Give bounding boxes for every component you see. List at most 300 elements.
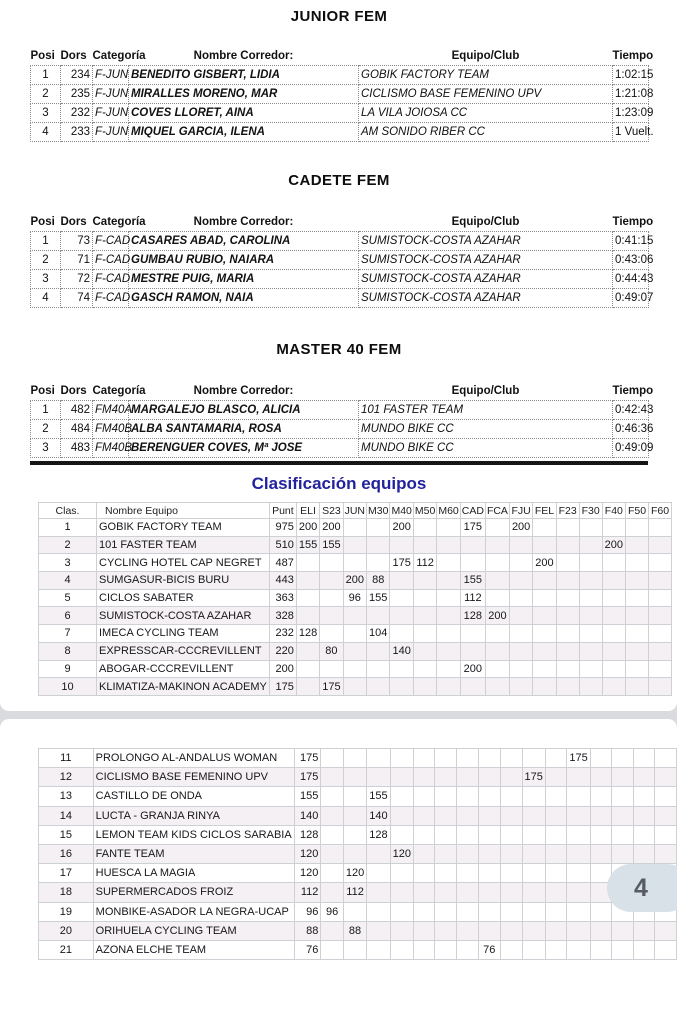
cell-punt: 175 — [294, 749, 321, 768]
cell-posi: 3 — [31, 439, 61, 458]
equipos-table-rows-11-21 — [38, 748, 677, 960]
header-row — [31, 216, 649, 232]
cell-cat-FEL — [533, 625, 556, 643]
cell-posi: 1 — [31, 232, 61, 251]
cell-cat-CAD — [478, 902, 501, 921]
cell-cat-FEL — [533, 589, 556, 607]
cell-cat-F40 — [602, 660, 625, 678]
cell-cat-JUN — [343, 642, 366, 660]
cell-punt: 140 — [294, 806, 321, 825]
cell-cat-CAD: 128 — [460, 607, 485, 625]
table-row — [39, 806, 677, 825]
cell-cat-F60 — [649, 642, 672, 660]
cell-equipo: SUMISTOCK-COSTA AZAHAR — [359, 270, 613, 289]
cell-cat-CAD — [478, 768, 501, 787]
column-header-posi: Posi — [30, 385, 55, 397]
cell-cat-M30 — [367, 554, 390, 572]
column-header-m50: M50 — [414, 504, 436, 517]
cell-team-name: CICLOS SABATER — [97, 589, 270, 607]
cell-cat-ELI: 96 — [321, 902, 344, 921]
cell-cat-F30 — [579, 519, 602, 537]
cell-cat-F50 — [626, 572, 649, 590]
table-row — [39, 844, 677, 863]
cell-dors: 483 — [61, 439, 93, 458]
cell-cat-F50 — [626, 519, 649, 537]
cell-cat-FEL — [545, 902, 567, 921]
results-title-junior-fem: JUNIOR FEM — [290, 8, 388, 25]
cell-cat-S23 — [320, 607, 343, 625]
cell-cat-F23 — [567, 844, 590, 863]
cell-clas: 10 — [39, 678, 97, 696]
cell-cat-M50 — [435, 921, 457, 940]
column-header-fca: FCA — [486, 504, 508, 517]
cell-cat-ELI: 128 — [296, 625, 319, 643]
cell-team-name: GOBIK FACTORY TEAM — [97, 519, 270, 537]
cell-cat-CAD: 175 — [460, 519, 485, 537]
cell-cat-F30 — [590, 902, 612, 921]
cell-cat-M40 — [390, 607, 413, 625]
cell-cat-FJU — [509, 607, 532, 625]
cell-cat-FCA — [501, 902, 523, 921]
cell-cat-FCA — [501, 844, 523, 863]
cell-cat-JUN — [367, 940, 390, 959]
cell-cat-JUN — [367, 864, 390, 883]
cell-cat-F30 — [590, 940, 612, 959]
cell-cat-FCA — [501, 787, 523, 806]
cell-team-name: SUMGASUR-BICIS BURU — [97, 572, 270, 590]
cell-cat-FEL — [545, 864, 567, 883]
column-header-f50: F50 — [626, 503, 649, 519]
cell-cat-F50 — [633, 768, 655, 787]
cell-categoria: FM40B — [93, 420, 129, 439]
cell-cat-F50 — [633, 806, 655, 825]
cell-cat-F23 — [556, 678, 579, 696]
cell-cat-CAD — [478, 844, 501, 863]
cell-cat-F23: 175 — [567, 749, 590, 768]
cell-cat-S23 — [320, 554, 343, 572]
column-header-f30: F30 — [579, 503, 602, 519]
cell-cat-F30 — [579, 642, 602, 660]
table-row — [39, 825, 677, 844]
cell-cat-M50 — [413, 625, 436, 643]
cell-cat-FJU — [509, 660, 532, 678]
cell-dors: 235 — [61, 85, 93, 104]
cell-cat-CAD — [478, 921, 501, 940]
cell-cat-ELI: 155 — [296, 536, 319, 554]
table-row — [31, 123, 649, 142]
cell-cat-F30 — [579, 625, 602, 643]
cell-cat-M60 — [437, 572, 460, 590]
cell-punt: 128 — [294, 825, 321, 844]
cell-cat-M60 — [456, 921, 478, 940]
cell-cat-F60 — [655, 787, 677, 806]
cell-cat-F30 — [579, 660, 602, 678]
cell-cat-F60 — [655, 844, 677, 863]
cell-categoria: F-JUN — [93, 66, 129, 85]
column-header-f40: F40 — [602, 503, 625, 519]
column-header-nombre-equipo: Nombre Equipo — [97, 503, 270, 519]
cell-clas: 18 — [39, 883, 94, 902]
cell-clas: 12 — [39, 768, 94, 787]
cell-cat-M40 — [413, 921, 435, 940]
cell-cat-FCA — [485, 660, 509, 678]
cell-cat-FJU — [509, 554, 532, 572]
cell-cat-F50 — [626, 660, 649, 678]
cell-cat-ELI — [321, 749, 344, 768]
cell-cat-ELI — [321, 940, 344, 959]
cell-cat-F60 — [649, 536, 672, 554]
cell-cat-CAD — [460, 678, 485, 696]
cell-tiempo: 1 Vuelt. — [613, 123, 649, 142]
cell-cat-F40 — [602, 678, 625, 696]
cell-cat-JUN: 96 — [343, 589, 366, 607]
cell-cat-S23: 88 — [343, 921, 366, 940]
cell-cat-CAD — [460, 625, 485, 643]
cell-cat-S23 — [343, 902, 366, 921]
cell-team-name: MONBIKE-ASADOR LA NEGRA-UCAP — [93, 902, 294, 921]
column-header-m40: M40 — [391, 504, 412, 517]
cell-categoria: F-JUN — [93, 85, 129, 104]
column-header-posi: Posi — [30, 50, 55, 62]
cell-team-name: LEMON TEAM KIDS CICLOS SARABIA — [93, 825, 294, 844]
cell-team-name: CASTILLO DE ONDA — [93, 787, 294, 806]
cell-cat-F30 — [579, 607, 602, 625]
cell-cat-CAD — [478, 883, 501, 902]
cell-tiempo: 0:49:07 — [613, 289, 649, 308]
cell-cat-F50 — [626, 678, 649, 696]
cell-cat-M50 — [435, 902, 457, 921]
cell-cat-F30 — [590, 825, 612, 844]
table-row — [31, 439, 649, 458]
cell-clas: 1 — [39, 519, 97, 537]
cell-cat-FJU — [522, 883, 545, 902]
cell-cat-F50 — [633, 921, 655, 940]
cell-cat-FJU: 200 — [509, 519, 532, 537]
cell-cat-F60 — [655, 921, 677, 940]
cell-cat-M40 — [390, 678, 413, 696]
table-row — [31, 66, 649, 85]
cell-clas: 17 — [39, 864, 94, 883]
column-header-categoria: Categoría — [92, 385, 146, 397]
cell-cat-FCA — [501, 749, 523, 768]
column-header-tiempo: Tiempo — [612, 385, 654, 397]
cell-posi: 3 — [31, 270, 61, 289]
column-header-f23: F23 — [556, 503, 579, 519]
cell-cat-M50 — [435, 787, 457, 806]
cell-cat-FEL: 200 — [533, 554, 556, 572]
cell-cat-FEL — [545, 787, 567, 806]
table-row — [31, 232, 649, 251]
column-header-categoria: Categoría — [92, 50, 146, 62]
cell-cat-M40 — [413, 864, 435, 883]
column-header-nombre: Nombre Corredor: — [193, 385, 294, 397]
cell-cat-F60 — [655, 749, 677, 768]
cell-cat-M60 — [456, 940, 478, 959]
table-row — [31, 104, 649, 123]
cell-cat-F50 — [633, 749, 655, 768]
cell-cat-M50 — [413, 519, 436, 537]
cell-cat-CAD: 76 — [478, 940, 501, 959]
cell-cat-F23 — [556, 660, 579, 678]
cell-team-name: LUCTA - GRANJA RINYA — [93, 806, 294, 825]
cell-cat-FEL — [545, 806, 567, 825]
cell-cat-M60 — [456, 768, 478, 787]
cell-cat-F50 — [633, 940, 655, 959]
cell-team-name: 101 FASTER TEAM — [97, 536, 270, 554]
cell-equipo: MUNDO BIKE CC — [359, 420, 613, 439]
cell-team-name: CICLISMO BASE FEMENINO UPV — [93, 768, 294, 787]
cell-cat-M50 — [435, 864, 457, 883]
cell-cat-ELI — [321, 806, 344, 825]
cell-posi: 3 — [31, 104, 61, 123]
cell-cat-F23 — [556, 589, 579, 607]
cell-clas: 9 — [39, 660, 97, 678]
cell-dors: 234 — [61, 66, 93, 85]
cell-cat-M30 — [367, 607, 390, 625]
cell-cat-F60 — [649, 572, 672, 590]
cell-nombre: ALBA SANTAMARIA, ROSA — [129, 420, 359, 439]
cell-cat-FJU — [522, 749, 545, 768]
cell-cat-JUN — [343, 519, 366, 537]
cell-tiempo: 0:41:15 — [613, 232, 649, 251]
cell-cat-ELI — [296, 642, 319, 660]
column-header-equipo: Equipo/Club — [451, 50, 520, 62]
cell-cat-ELI — [321, 825, 344, 844]
cell-cat-FCA — [485, 589, 509, 607]
cell-cat-F30 — [590, 787, 612, 806]
cell-team-name: SUMISTOCK-COSTA AZAHAR — [97, 607, 270, 625]
cell-cat-S23: 120 — [343, 864, 366, 883]
cell-nombre: MIRALLES MORENO, MAR — [129, 85, 359, 104]
cell-cat-F50 — [626, 589, 649, 607]
cell-cat-F23 — [556, 572, 579, 590]
cell-cat-F30 — [579, 536, 602, 554]
cell-cat-M30 — [367, 536, 390, 554]
column-header-punt: Punt — [269, 503, 296, 519]
cell-equipo: SUMISTOCK-COSTA AZAHAR — [359, 289, 613, 308]
cell-cat-FJU — [522, 921, 545, 940]
column-header-posi: Posi — [30, 216, 55, 228]
cell-cat-CAD — [478, 825, 501, 844]
cell-cat-CAD — [460, 536, 485, 554]
cell-cat-M60 — [437, 589, 460, 607]
cell-punt: 112 — [294, 883, 321, 902]
cell-cat-M40 — [390, 536, 413, 554]
cell-dors: 233 — [61, 123, 93, 142]
cell-cat-M40 — [413, 806, 435, 825]
table-row — [39, 864, 677, 883]
cell-cat-CAD — [478, 806, 501, 825]
cell-cat-F60 — [649, 519, 672, 537]
cell-cat-M40 — [413, 825, 435, 844]
cell-cat-F60 — [649, 554, 672, 572]
cell-cat-M40 — [413, 883, 435, 902]
cell-cat-F23 — [567, 806, 590, 825]
cell-team-name: HUESCA LA MAGIA — [93, 864, 294, 883]
table-row — [31, 401, 649, 420]
cell-punt: 363 — [269, 589, 296, 607]
cell-cat-S23 — [320, 572, 343, 590]
cell-cat-CAD: 200 — [460, 660, 485, 678]
cell-cat-FJU — [509, 642, 532, 660]
cell-nombre: GUMBAU RUBIO, NAIARA — [129, 251, 359, 270]
cell-tiempo: 1:21:08 — [613, 85, 649, 104]
cell-cat-F60 — [649, 660, 672, 678]
cell-dors: 71 — [61, 251, 93, 270]
cell-punt: 200 — [269, 660, 296, 678]
cell-dors: 484 — [61, 420, 93, 439]
cell-cat-FJU — [522, 844, 545, 863]
cell-cat-FJU — [522, 940, 545, 959]
cell-cat-M50 — [435, 844, 457, 863]
cell-cat-FCA — [485, 678, 509, 696]
cell-cat-FCA — [485, 519, 509, 537]
cell-tiempo: 0:43:06 — [613, 251, 649, 270]
cell-cat-M40 — [413, 749, 435, 768]
cell-cat-F40 — [612, 787, 634, 806]
cell-cat-M60 — [437, 607, 460, 625]
cell-cat-F23 — [556, 625, 579, 643]
cell-punt: 220 — [269, 642, 296, 660]
column-header-jun: JUN — [344, 504, 366, 517]
cell-cat-M60 — [437, 660, 460, 678]
cell-clas: 2 — [39, 536, 97, 554]
cell-cat-S23: 112 — [343, 883, 366, 902]
cell-cat-FEL — [533, 607, 556, 625]
cell-cat-F40 — [602, 572, 625, 590]
column-header-nombre: Nombre Corredor: — [193, 50, 294, 62]
page-number-badge: 4 — [607, 864, 677, 912]
cell-cat-FEL — [545, 844, 567, 863]
cell-cat-S23 — [343, 749, 366, 768]
cell-cat-M30 — [390, 749, 413, 768]
cell-cat-FEL — [545, 768, 567, 787]
cell-cat-S23: 155 — [320, 536, 343, 554]
cell-tiempo: 0:42:43 — [613, 401, 649, 420]
cell-cat-S23: 200 — [320, 519, 343, 537]
cell-dors: 74 — [61, 289, 93, 308]
cell-cat-F30 — [579, 678, 602, 696]
column-header-s23: S23 — [320, 503, 343, 519]
cell-cat-S23: 80 — [320, 642, 343, 660]
cell-team-name: FANTE TEAM — [93, 844, 294, 863]
cell-cat-M40 — [413, 768, 435, 787]
header-row — [31, 50, 649, 66]
table-row — [39, 572, 672, 590]
cell-cat-F30 — [590, 749, 612, 768]
column-header-eli: ELI — [296, 503, 319, 519]
cell-clas: 8 — [39, 642, 97, 660]
cell-cat-CAD: 112 — [460, 589, 485, 607]
cell-punt: 120 — [294, 864, 321, 883]
column-header-categoria: Categoría — [92, 216, 146, 228]
table-row — [31, 420, 649, 439]
cell-cat-M40: 200 — [390, 519, 413, 537]
cell-cat-F40 — [602, 607, 625, 625]
column-header-dors: Dors — [60, 216, 87, 228]
cell-cat-F23 — [567, 787, 590, 806]
cell-cat-F40 — [602, 589, 625, 607]
cell-cat-M60 — [456, 787, 478, 806]
cell-cat-CAD — [478, 864, 501, 883]
cell-punt: 975 — [269, 519, 296, 537]
cell-cat-F40 — [602, 625, 625, 643]
cell-cat-M30: 120 — [390, 844, 413, 863]
cell-cat-F30 — [590, 768, 612, 787]
cell-cat-F23 — [556, 607, 579, 625]
cell-cat-M30 — [367, 519, 390, 537]
cell-tiempo: 0:44:43 — [613, 270, 649, 289]
column-header-f60: F60 — [649, 503, 672, 519]
cell-cat-M30 — [390, 768, 413, 787]
cell-cat-JUN — [343, 536, 366, 554]
cell-cat-F60 — [649, 678, 672, 696]
cell-cat-FJU — [509, 572, 532, 590]
cell-cat-FEL — [533, 536, 556, 554]
cell-punt: 510 — [269, 536, 296, 554]
cell-cat-M50 — [413, 660, 436, 678]
cell-cat-FCA — [485, 536, 509, 554]
cell-cat-M30 — [390, 825, 413, 844]
cell-clas: 20 — [39, 921, 94, 940]
cell-cat-F40 — [602, 554, 625, 572]
header-row — [39, 503, 672, 519]
cell-cat-M40: 175 — [390, 554, 413, 572]
cell-clas: 7 — [39, 625, 97, 643]
cell-cat-JUN: 200 — [343, 572, 366, 590]
cell-cat-FJU — [522, 806, 545, 825]
cell-cat-FCA — [501, 825, 523, 844]
column-header-equipo: Equipo/Club — [451, 216, 520, 228]
cell-cat-M50 — [435, 940, 457, 959]
column-header-tiempo: Tiempo — [612, 50, 654, 62]
cell-categoria: FM40B — [93, 439, 129, 458]
cell-cat-M60 — [437, 625, 460, 643]
cell-dors: 232 — [61, 104, 93, 123]
cell-equipo: SUMISTOCK-COSTA AZAHAR — [359, 251, 613, 270]
cell-cat-JUN: 155 — [367, 787, 390, 806]
results-table-cadete-fem — [30, 216, 654, 308]
cell-punt: 232 — [269, 625, 296, 643]
header-row — [31, 385, 649, 401]
cell-cat-F60 — [649, 625, 672, 643]
cell-categoria: F-JUN — [93, 104, 129, 123]
cell-cat-F60 — [655, 806, 677, 825]
results-table-master40-fem — [30, 385, 654, 458]
cell-cat-ELI — [296, 678, 319, 696]
cell-cat-F30 — [590, 806, 612, 825]
cell-cat-M50 — [435, 768, 457, 787]
cell-cat-M40 — [413, 940, 435, 959]
cell-cat-FEL — [533, 642, 556, 660]
cell-cat-JUN: 128 — [367, 825, 390, 844]
table-row — [39, 536, 672, 554]
cell-equipo: CICLISMO BASE FEMENINO UPV — [359, 85, 613, 104]
cell-cat-F40 — [612, 844, 634, 863]
cell-cat-M40 — [390, 589, 413, 607]
cell-cat-M30 — [367, 642, 390, 660]
cell-cat-F40 — [612, 806, 634, 825]
cell-cat-F40 — [612, 825, 634, 844]
cell-cat-JUN — [367, 883, 390, 902]
cell-cat-M50 — [413, 678, 436, 696]
cell-cat-M50 — [413, 607, 436, 625]
cell-cat-ELI — [321, 844, 344, 863]
column-header-equipo: Equipo/Club — [451, 385, 520, 397]
cell-posi: 2 — [31, 85, 61, 104]
column-header-dors: Dors — [60, 385, 87, 397]
cell-cat-F50 — [626, 554, 649, 572]
